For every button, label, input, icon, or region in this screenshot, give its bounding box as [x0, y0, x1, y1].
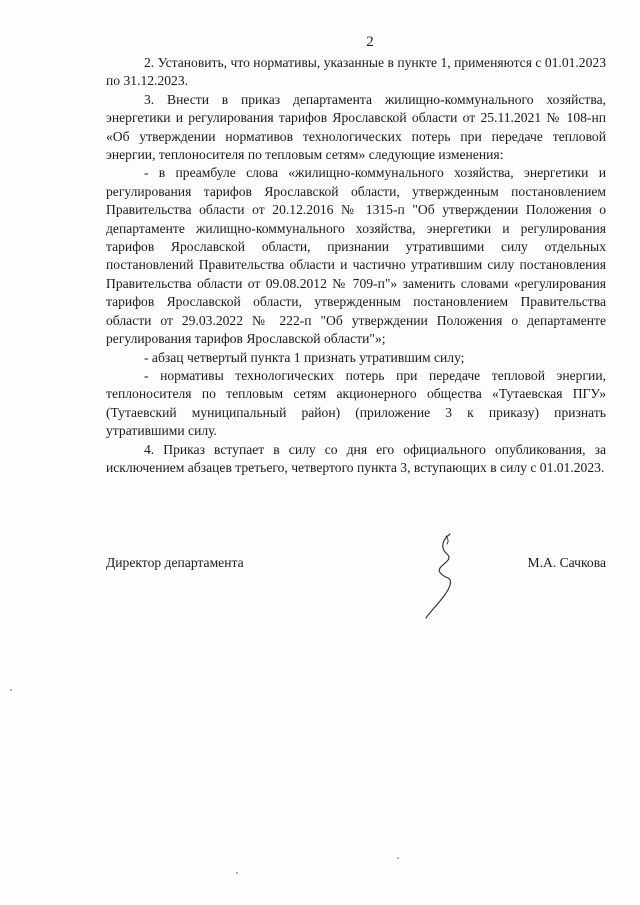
page-number: 2 [366, 34, 374, 50]
paragraph-item-3: 3. Внести в приказ департамента жилищно-коммунального хозяйства, энергетики и регулирования тарифов Ярославской области от 25.11.2021 № 108-нп «Об утверждении нормативов технологических потерь при передаче тепловой энергии, теплоносителя по тепловым сетям» следующие изменения: [106, 91, 606, 163]
signatory-name: М.А. Сачкова [527, 555, 606, 570]
paragraph-amendment-norms: - нормативы технологических потерь при передаче тепловой энергии, теплоносителя по тепловым сетям акционерного общества «Тутаевская ПГУ» (Тутаевский муниципальный район) (приложение 3 к приказу) признать утратившими силу. [106, 367, 606, 439]
document-body [106, 54, 606, 477]
paragraph-item-2: 2. Установить, что нормативы, указанные в пункте 1, применяются с 01.01.2023 по 31.12.2023. [106, 55, 606, 89]
paragraph-amendment-preamble: - в преамбуле слова «жилищно-коммунального хозяйства, энергетики и регулирования тарифов Ярославской области, утвержденным постановлением Правительства области от 20.12.2016 № 1315-п "Об утверждении Положения о департаменте жилищно-коммунального хозяйства, энергетики и регулирования тарифов Ярославской области, признании утратившими силу отдельных постановлений Правительства области и частично утратившим силу постановления Правительства области от 09.08.2012 № 709-п"» заменить словами «регулирования тарифов Ярославской области, утвержденным постановлением Правительства области от 29.03.2022 № 222-п "Об утверждении Положения о департаменте регулирования тарифов Ярославской области"»; [106, 165, 606, 347]
signatory-title: Директор департамента [106, 555, 244, 570]
scan-speck [397, 857, 399, 859]
paragraph-item-4: 4. Приказ вступает в силу со дня его официального опубликования, за исключением абзацев третьего, четвертого пункта 3, вступающих в силу с 01.01.2023. [106, 441, 606, 475]
handwritten-signature-icon [420, 530, 470, 620]
scan-speck [236, 872, 238, 874]
paragraph-amendment-abzac: - абзац четвертый пункта 1 признать утратившим силу; [144, 349, 465, 365]
scan-speck [10, 689, 12, 691]
